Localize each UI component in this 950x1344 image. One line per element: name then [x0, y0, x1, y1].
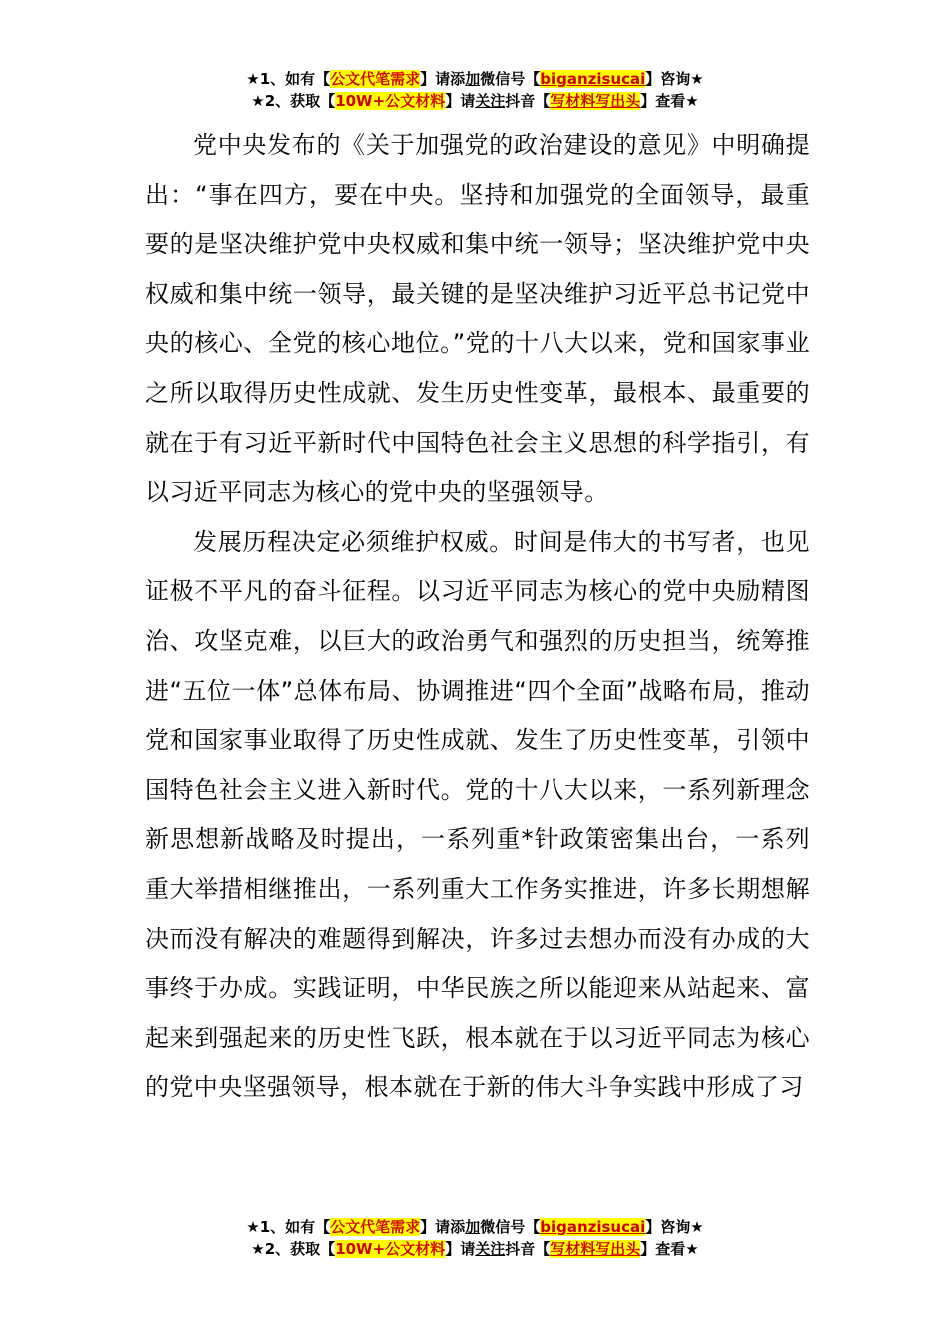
promo-underlined-text: 加: [465, 1218, 481, 1236]
promo-line-2: [0, 1238, 950, 1260]
promo-text: 】查看★: [640, 92, 699, 110]
promo-text: 抖音【: [505, 92, 551, 110]
promo-text: ★2、获取【: [251, 92, 336, 110]
promo-text: 】咨询★: [645, 1218, 704, 1236]
header-promo-banner: [0, 68, 950, 112]
promo-line-2: [0, 90, 950, 112]
promo-underlined-text: 关注: [475, 92, 506, 110]
promo-highlight: 10W+公文材料: [335, 92, 446, 110]
promo-wechat-id: biganzisucai: [540, 1218, 646, 1236]
promo-douyin-id: 写材料写出头: [550, 92, 641, 110]
promo-highlight: 10W+公文材料: [335, 1240, 446, 1258]
promo-line-1: [0, 68, 950, 90]
promo-text: 抖音【: [505, 1240, 551, 1258]
promo-text: 微信号【: [480, 70, 541, 88]
promo-text: 】查看★: [640, 1240, 699, 1258]
promo-underlined-text: 关注: [475, 1240, 506, 1258]
promo-text: ★1、如有【: [246, 70, 331, 88]
promo-highlight: 公文代笔需求: [330, 70, 421, 88]
promo-text: 】请添: [420, 70, 466, 88]
body-paragraph-1: 党中央发布的《关于加强党的政治建设的意见》中明确提出：“事在四方，要在中央。坚持和加强党的全面领导，最重要的是坚决维护党中央权威和集中统一领导；坚决维护党中央权威和集中统一领导，最关键的是坚决维护习近平总书记党中央的核心、全党的核心地位。”党的十八大以来，党和国家事业之所以取得历史性成就、发生历史性变革，最根本、最重要的就在于有习近平新时代中国特色社会主义思想的科学指引，有以习近平同志为核心的党中央的坚强领导。: [145, 131, 810, 507]
promo-text: ★2、获取【: [251, 1240, 336, 1258]
promo-douyin-id: 写材料写出头: [550, 1240, 641, 1258]
promo-text: 微信号【: [480, 1218, 541, 1236]
footer-promo-banner: [0, 1216, 950, 1260]
document-body: [145, 121, 810, 1113]
promo-wechat-id: biganzisucai: [540, 70, 646, 88]
promo-underlined-text: 加: [465, 70, 481, 88]
promo-text: 】请添: [420, 1218, 466, 1236]
promo-line-1: [0, 1216, 950, 1238]
promo-highlight: 公文代笔需求: [330, 1218, 421, 1236]
promo-text: 】请: [445, 1240, 476, 1258]
promo-text: 】请: [445, 92, 476, 110]
promo-text: ★1、如有【: [246, 1218, 331, 1236]
body-paragraph-2: 发展历程决定必须维护权威。时间是伟大的书写者，也见证极不平凡的奋斗征程。以习近平同志为核心的党中央励精图治、攻坚克难，以巨大的政治勇气和强烈的历史担当，统筹推进“五位一体”总体布局、协调推进“四个全面”战略布局，推动党和国家事业取得了历史性成就、发生了历史性变革，引领中国特色社会主义进入新时代。党的十八大以来，一系列新理念新思想新战略及时提出，一系列重*针政策密集出台，一系列重大举措相继推出，一系列重大工作务实推进，许多长期想解决而没有解决的难题得到解决，许多过去想办而没有办成的大事终于办成。实践证明，中华民族之所以能迎来从站起来、富起来到强起来的历史性飞跃，根本就在于以习近平同志为核心的党中央坚强领导，根本就在于新的伟大斗争实践中形成了习: [145, 527, 810, 1102]
promo-text: 】咨询★: [645, 70, 704, 88]
